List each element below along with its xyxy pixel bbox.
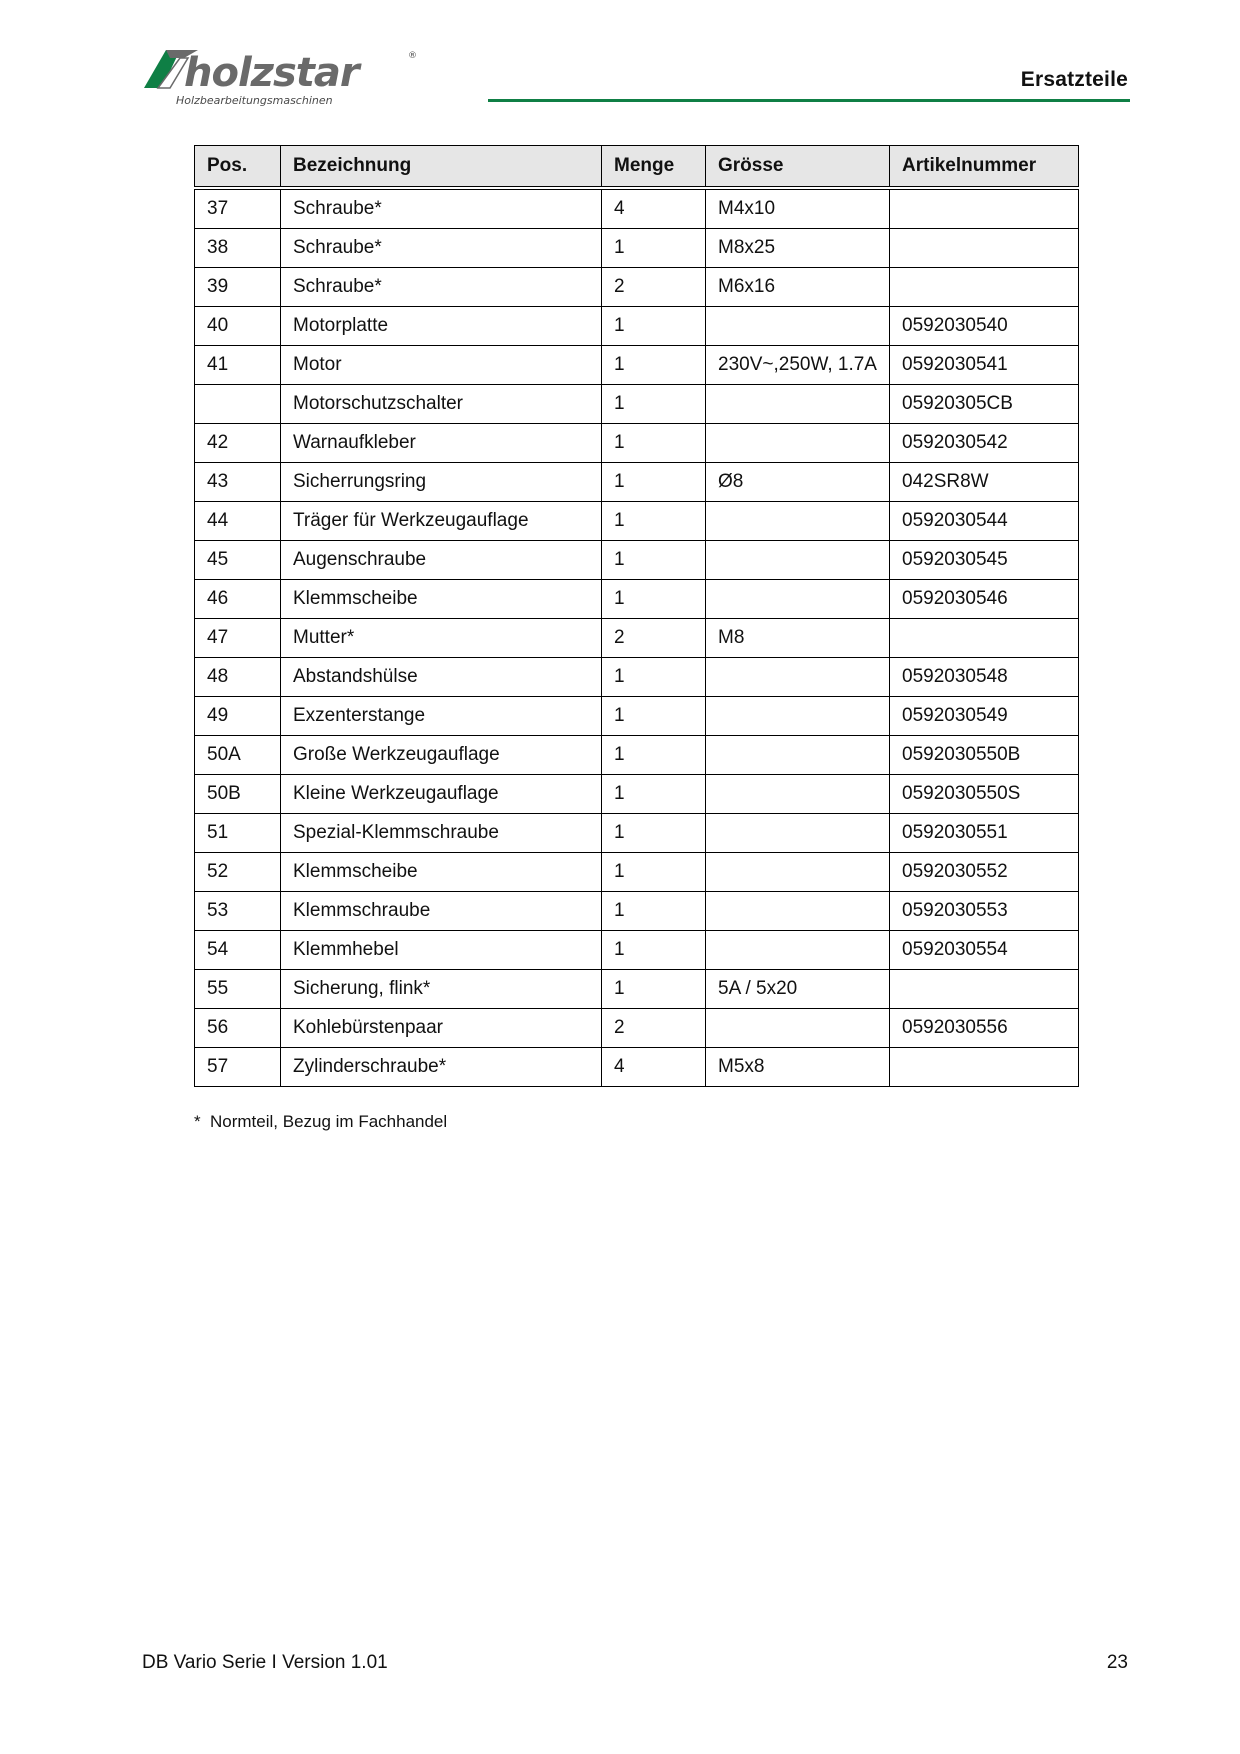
table-row (195, 697, 1079, 736)
table-row (195, 580, 1079, 619)
cell-artikelnummer: 0592030542 (890, 424, 1079, 463)
cell-pos: 54 (195, 931, 281, 970)
table-row (195, 853, 1079, 892)
cell-pos: 56 (195, 1009, 281, 1048)
cell-artikelnummer: 0592030548 (890, 658, 1079, 697)
cell-menge: 1 (602, 502, 706, 541)
cell-pos: 48 (195, 658, 281, 697)
cell-groesse: 230V~,250W, 1.7A (706, 346, 890, 385)
table-row (195, 931, 1079, 970)
table-row (195, 463, 1079, 502)
cell-groesse (706, 853, 890, 892)
footnote (194, 1112, 447, 1132)
cell-bezeichnung: Sicherung, flink* (281, 970, 602, 1009)
cell-pos: 42 (195, 424, 281, 463)
cell-artikelnummer: 0592030550B (890, 736, 1079, 775)
cell-menge: 2 (602, 1009, 706, 1048)
cell-artikelnummer: 0592030545 (890, 541, 1079, 580)
document-version: DB Vario Serie I Version 1.01 (142, 1652, 388, 1673)
cell-groesse (706, 580, 890, 619)
cell-bezeichnung: Exzenterstange (281, 697, 602, 736)
column-header-groesse: Grösse (706, 146, 890, 189)
table-row (195, 502, 1079, 541)
cell-menge: 1 (602, 541, 706, 580)
cell-menge: 2 (602, 619, 706, 658)
cell-bezeichnung: Warnaufkleber (281, 424, 602, 463)
cell-groesse: M8x25 (706, 229, 890, 268)
cell-pos: 41 (195, 346, 281, 385)
cell-bezeichnung: Motorplatte (281, 307, 602, 346)
svg-text:®: ® (408, 51, 417, 61)
cell-pos: 57 (195, 1048, 281, 1087)
cell-menge: 1 (602, 580, 706, 619)
table-row (195, 970, 1079, 1009)
table-row (195, 424, 1079, 463)
cell-menge: 1 (602, 775, 706, 814)
cell-bezeichnung: Schraube* (281, 268, 602, 307)
header-divider (488, 99, 1130, 102)
cell-artikelnummer (890, 229, 1079, 268)
cell-groesse (706, 1009, 890, 1048)
cell-bezeichnung: Klemmschraube (281, 892, 602, 931)
cell-bezeichnung: Abstandshülse (281, 658, 602, 697)
cell-groesse (706, 424, 890, 463)
cell-artikelnummer: 0592030541 (890, 346, 1079, 385)
cell-pos: 39 (195, 268, 281, 307)
cell-bezeichnung: Zylinderschraube* (281, 1048, 602, 1087)
cell-artikelnummer: 0592030544 (890, 502, 1079, 541)
cell-pos: 45 (195, 541, 281, 580)
cell-groesse: M4x10 (706, 188, 890, 229)
table-row (195, 1009, 1079, 1048)
cell-groesse: M8 (706, 619, 890, 658)
logo-wordmark: holzstar (184, 50, 359, 96)
footnote-marker: * (194, 1112, 201, 1131)
cell-pos: 44 (195, 502, 281, 541)
cell-bezeichnung: Klemmscheibe (281, 580, 602, 619)
cell-pos: 46 (195, 580, 281, 619)
table-row (195, 775, 1079, 814)
cell-menge: 1 (602, 307, 706, 346)
cell-menge: 1 (602, 385, 706, 424)
cell-pos: 50B (195, 775, 281, 814)
cell-groesse (706, 658, 890, 697)
cell-bezeichnung: Augenschraube (281, 541, 602, 580)
cell-groesse (706, 697, 890, 736)
cell-artikelnummer: 0592030556 (890, 1009, 1079, 1048)
cell-menge: 4 (602, 1048, 706, 1087)
cell-groesse (706, 502, 890, 541)
cell-groesse: 5A / 5x20 (706, 970, 890, 1009)
holzstar-logo (140, 44, 420, 108)
cell-pos: 51 (195, 814, 281, 853)
cell-bezeichnung: Motorschutzschalter (281, 385, 602, 424)
column-header-pos: Pos. (195, 146, 281, 189)
cell-pos: 38 (195, 229, 281, 268)
cell-menge: 1 (602, 736, 706, 775)
cell-bezeichnung: Sicherrungsring (281, 463, 602, 502)
cell-artikelnummer (890, 1048, 1079, 1087)
cell-bezeichnung: Mutter* (281, 619, 602, 658)
cell-menge: 1 (602, 658, 706, 697)
cell-artikelnummer: 0592030549 (890, 697, 1079, 736)
cell-menge: 1 (602, 970, 706, 1009)
cell-pos: 47 (195, 619, 281, 658)
cell-menge: 1 (602, 892, 706, 931)
cell-artikelnummer: 0592030550S (890, 775, 1079, 814)
cell-pos: 50A (195, 736, 281, 775)
cell-artikelnummer (890, 268, 1079, 307)
table-row (195, 892, 1079, 931)
table-row (195, 541, 1079, 580)
cell-menge: 1 (602, 463, 706, 502)
cell-menge: 1 (602, 346, 706, 385)
cell-pos: 37 (195, 188, 281, 229)
cell-artikelnummer (890, 188, 1079, 229)
cell-menge: 1 (602, 853, 706, 892)
cell-bezeichnung: Klemmhebel (281, 931, 602, 970)
logo-tagline: Holzbearbeitungsmaschinen (176, 94, 333, 107)
table-row (195, 814, 1079, 853)
cell-pos (195, 385, 281, 424)
table-row (195, 346, 1079, 385)
cell-artikelnummer: 0592030540 (890, 307, 1079, 346)
cell-pos: 52 (195, 853, 281, 892)
cell-groesse (706, 307, 890, 346)
table-row (195, 307, 1079, 346)
table-row (195, 385, 1079, 424)
parts-table (194, 145, 1079, 1087)
column-header-artikelnummer: Artikelnummer (890, 146, 1079, 189)
cell-groesse (706, 775, 890, 814)
cell-pos: 53 (195, 892, 281, 931)
cell-artikelnummer: 042SR8W (890, 463, 1079, 502)
cell-artikelnummer: 0592030551 (890, 814, 1079, 853)
cell-groesse: M6x16 (706, 268, 890, 307)
cell-bezeichnung: Kleine Werkzeugauflage (281, 775, 602, 814)
cell-bezeichnung: Klemmscheibe (281, 853, 602, 892)
cell-bezeichnung: Motor (281, 346, 602, 385)
cell-menge: 2 (602, 268, 706, 307)
cell-bezeichnung: Träger für Werkzeugauflage (281, 502, 602, 541)
cell-menge: 1 (602, 814, 706, 853)
cell-pos: 43 (195, 463, 281, 502)
column-header-menge: Menge (602, 146, 706, 189)
table-row (195, 1048, 1079, 1087)
cell-bezeichnung: Spezial-Klemmschraube (281, 814, 602, 853)
cell-artikelnummer: 0592030554 (890, 931, 1079, 970)
cell-bezeichnung: Schraube* (281, 188, 602, 229)
cell-bezeichnung: Kohlebürstenpaar (281, 1009, 602, 1048)
page-number: 23 (1106, 1652, 1128, 1673)
cell-menge: 1 (602, 697, 706, 736)
cell-groesse: M5x8 (706, 1048, 890, 1087)
cell-bezeichnung: Große Werkzeugauflage (281, 736, 602, 775)
cell-groesse (706, 931, 890, 970)
table-row (195, 229, 1079, 268)
cell-groesse (706, 892, 890, 931)
cell-menge: 4 (602, 188, 706, 229)
cell-artikelnummer (890, 970, 1079, 1009)
cell-pos: 40 (195, 307, 281, 346)
cell-artikelnummer: 05920305CB (890, 385, 1079, 424)
page-title: Ersatzteile (1020, 68, 1128, 91)
cell-artikelnummer: 0592030553 (890, 892, 1079, 931)
cell-pos: 55 (195, 970, 281, 1009)
cell-artikelnummer: 0592030552 (890, 853, 1079, 892)
table-row (195, 658, 1079, 697)
cell-artikelnummer (890, 619, 1079, 658)
cell-groesse: Ø8 (706, 463, 890, 502)
cell-bezeichnung: Schraube* (281, 229, 602, 268)
table-row (195, 619, 1079, 658)
cell-groesse (706, 736, 890, 775)
cell-groesse (706, 385, 890, 424)
cell-menge: 1 (602, 424, 706, 463)
table-header-row (195, 146, 1079, 189)
cell-pos: 49 (195, 697, 281, 736)
table-row (195, 736, 1079, 775)
column-header-bezeichnung: Bezeichnung (281, 146, 602, 189)
table-row (195, 268, 1079, 307)
cell-groesse (706, 814, 890, 853)
table-row (195, 188, 1079, 229)
footnote-text: Normteil, Bezug im Fachhandel (210, 1112, 448, 1131)
cell-menge: 1 (602, 229, 706, 268)
cell-artikelnummer: 0592030546 (890, 580, 1079, 619)
cell-menge: 1 (602, 931, 706, 970)
cell-groesse (706, 541, 890, 580)
